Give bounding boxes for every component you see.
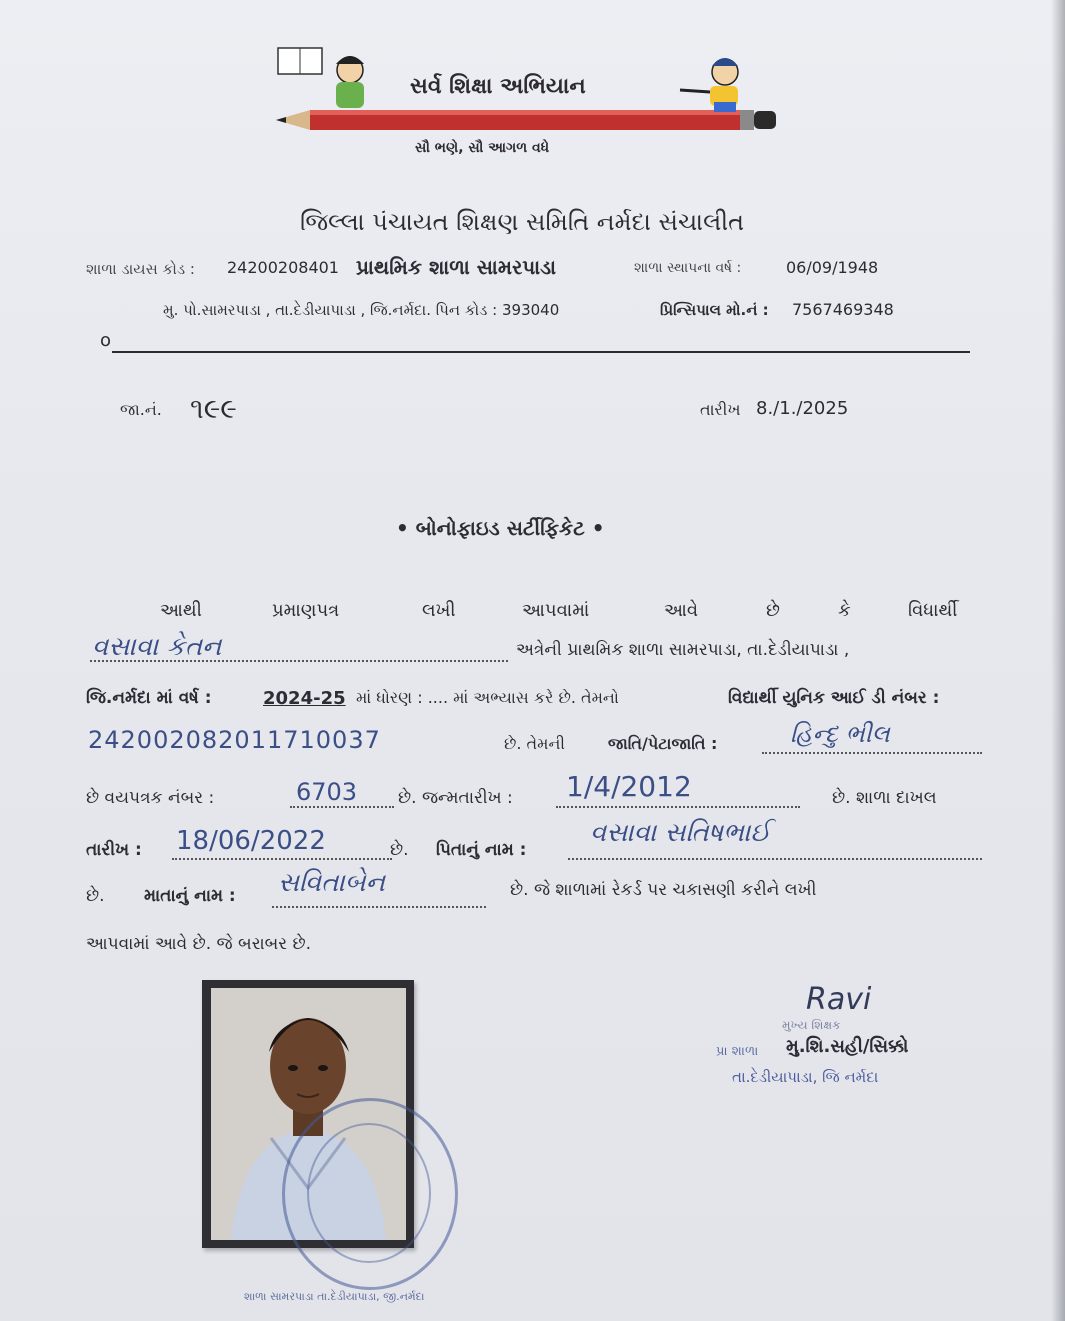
date-value: 8./1./2025 bbox=[756, 398, 849, 419]
date-label: તારીખ bbox=[700, 400, 741, 419]
father-dots bbox=[568, 858, 982, 860]
page-shadow bbox=[1051, 0, 1065, 1321]
register-number: 6703 bbox=[296, 778, 358, 806]
birth-date: 1/4/2012 bbox=[566, 770, 692, 803]
caste-label: જાતિ/પેટાજાતિ : bbox=[608, 734, 718, 753]
register-label: છે વયપત્રક નંબર : bbox=[86, 788, 215, 808]
mother-name: સવિતાબેન bbox=[278, 868, 385, 898]
stamp-line1: પ્રા શાળા bbox=[716, 1044, 759, 1059]
line3-text: માં ધોરણ : .... માં અભ્યાસ કરે છે. તેમનો bbox=[356, 688, 619, 707]
line4-text: છે. તેમની bbox=[504, 734, 565, 753]
dise-label: શાળા ડાયસ કોડ : bbox=[86, 260, 195, 278]
register-dots bbox=[290, 806, 394, 808]
established-date: 06/09/1948 bbox=[786, 258, 879, 277]
father-name: વસાવા સતિષભાઈ bbox=[590, 818, 771, 848]
outward-label: જા.નં. bbox=[120, 400, 162, 419]
photo-stamp-text: શાળા સામરપાડા તા.દેડીયાપાડા, જી.નર્મદા bbox=[244, 1290, 425, 1303]
p1-word: પ્રમાણપત્ર bbox=[272, 600, 340, 621]
dise-code: 24200208401 bbox=[227, 258, 339, 277]
line8-text: આપવામાં આવે છે. જે બરાબર છે. bbox=[86, 934, 312, 954]
p1-word: લખી bbox=[422, 600, 456, 621]
header-divider bbox=[112, 351, 970, 353]
principal-label: પ્રિન્સિપાલ મો.નં : bbox=[660, 301, 769, 319]
birthdate-label: છે. જન્મતારીખ : bbox=[398, 788, 513, 808]
admission-dots bbox=[172, 858, 392, 860]
stamp-line2: તા.દેડીયાપાડા, જિ નર્મદા bbox=[732, 1068, 879, 1086]
organization-heading: જિલ્લા પંચાયત શિક્ષણ સમિતિ નર્મદા સંચાલીત bbox=[300, 208, 744, 236]
line7-prefix: છે. bbox=[86, 886, 105, 906]
p1-word: કે bbox=[838, 600, 851, 621]
school-name: પ્રાથમિક શાળા સામરપાડા bbox=[356, 255, 557, 279]
student-name: વસાવા કેતન bbox=[92, 632, 222, 662]
academic-year: 2024-25 bbox=[263, 688, 346, 709]
line7-text: છે. જે શાળામાં રેકર્ડ પર ચકાસણી કરીને લખી bbox=[510, 880, 817, 900]
certificate-title: • બોનોફાઇડ સર્ટીફિકેટ • bbox=[396, 516, 605, 540]
p1-word: છે bbox=[766, 600, 780, 621]
caste-value: હિન્દુ ભીલ bbox=[790, 720, 890, 748]
address-line: મુ. પો.સામરપાડા , તા.દેડીયાપાડા , જિ.નર્મદા. પિન કોડ : 393040 bbox=[163, 301, 560, 319]
line3-label: જિ.નર્મદા માં વર્ષ : bbox=[86, 688, 212, 708]
stamp-inner-ring bbox=[307, 1123, 431, 1263]
sarva-shiksha-logo bbox=[270, 42, 790, 156]
p1-word: આવે bbox=[664, 600, 699, 621]
p1-word: આથી bbox=[160, 600, 202, 621]
admission-label: તારીખ : bbox=[86, 840, 142, 860]
unique-id: 242002082011710037 bbox=[88, 726, 381, 754]
p1-word: આપવામાં bbox=[522, 600, 590, 621]
birthdate-dots bbox=[556, 806, 800, 808]
outward-number: ૧૯૯ bbox=[190, 392, 237, 425]
admission-intro: છે. શાળા દાખલ bbox=[832, 788, 937, 808]
mother-dots bbox=[272, 906, 486, 908]
logo-tagline: સૌ ભણે, સૌ આગળ વધે bbox=[415, 140, 550, 156]
admission-date: 18/06/2022 bbox=[176, 826, 326, 856]
line2-text: અત્રેની પ્રાથમિક શાળા સામરપાડા, તા.દેડીયાપાડા , bbox=[516, 640, 850, 660]
school-stamp-round bbox=[282, 1098, 458, 1290]
sign-label: મુ.શિ.સહી/સિક્કો bbox=[786, 1036, 909, 1057]
principal-mobile: 7567469348 bbox=[792, 300, 894, 319]
unique-id-label: વિદ્યાર્થી યુનિક આઈ ડી નંબર : bbox=[728, 688, 940, 708]
student-name-dots bbox=[90, 660, 508, 662]
p1-word: વિધાર્થી bbox=[908, 600, 958, 621]
established-label: શાળા સ્થાપના વર્ષ : bbox=[634, 260, 742, 276]
mother-label: માતાનું નામ : bbox=[144, 886, 236, 906]
principal-signature: Ravi bbox=[806, 982, 872, 1017]
logo-title: સર્વ શિક્ષા અભિયાન bbox=[410, 74, 586, 99]
rule-mark: o bbox=[100, 330, 112, 351]
caste-dots bbox=[762, 752, 982, 754]
admission-suffix: છે. bbox=[390, 840, 409, 860]
stamp-line0: મુખ્ય શિક્ષક bbox=[782, 1018, 841, 1032]
father-label: પિતાનું નામ : bbox=[436, 840, 527, 860]
